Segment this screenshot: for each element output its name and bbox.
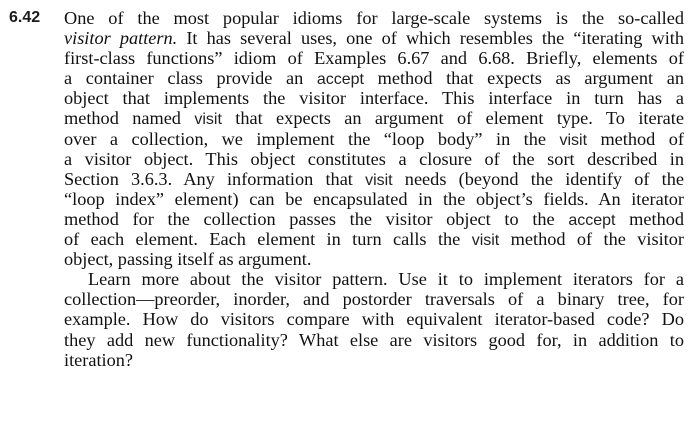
- text-line: collection—preorder, inorder, and postorder traversals of a binary tree, for: [64, 289, 684, 310]
- text-line: over a collection, we implement the “loop body” in the visit method of: [64, 128, 684, 149]
- text-line: they add new functionality? What else are visitors good for, in addition to: [64, 329, 684, 350]
- text-line: Section 3.6.3. Any information that visit needs (beyond the identify of the: [64, 168, 684, 189]
- code-visit: visit: [365, 171, 393, 189]
- paragraph-2: [64, 269, 684, 369]
- text-line: first-class functions” idiom of Examples 6.67 and 6.68. Briefly, elements of: [64, 48, 684, 69]
- code-visit: visit: [194, 111, 222, 129]
- text-line: object, passing itself as argument.: [64, 249, 312, 270]
- term-visitor-pattern: visitor pattern.: [64, 28, 178, 49]
- text-line: iteration?: [64, 349, 134, 370]
- text-line: One of the most popular idioms for large-scale systems is the so-called: [64, 8, 684, 28]
- text-line: Learn more about the visitor pattern. Use it to implement iterators for a: [88, 269, 684, 290]
- code-accept: accept: [568, 211, 616, 229]
- text-line: a visitor object. This object constitutes a closure of the sort described in: [64, 148, 684, 169]
- paragraph-1: [64, 8, 684, 269]
- text-line: object that implements the visitor interface. This interface in turn has a: [64, 88, 684, 109]
- exercise-text: [64, 8, 684, 370]
- code-accept: accept: [316, 71, 364, 89]
- text-line: a container class provide an accept method that expects as argument an: [64, 68, 684, 89]
- text-line: “loop index” element) can be encapsulated in the object’s fields. An iterator: [64, 188, 684, 209]
- text-line: example. How do visitors compare with equivalent iterator-based code? Do: [64, 309, 684, 330]
- code-visit: visit: [471, 232, 500, 250]
- code-visit: visit: [559, 131, 588, 149]
- exercise-number: 6.42: [9, 9, 41, 26]
- text-line: of each element. Each element in turn calls the visit method of the visitor: [64, 229, 684, 250]
- text-line: method for the collection passes the visitor object to the accept method: [64, 208, 684, 229]
- text-line: method named visit that expects an argument of element type. To iterate: [64, 108, 684, 129]
- text-line: visitor pattern. It has several uses, one of which resembles the “iterating with: [64, 28, 685, 49]
